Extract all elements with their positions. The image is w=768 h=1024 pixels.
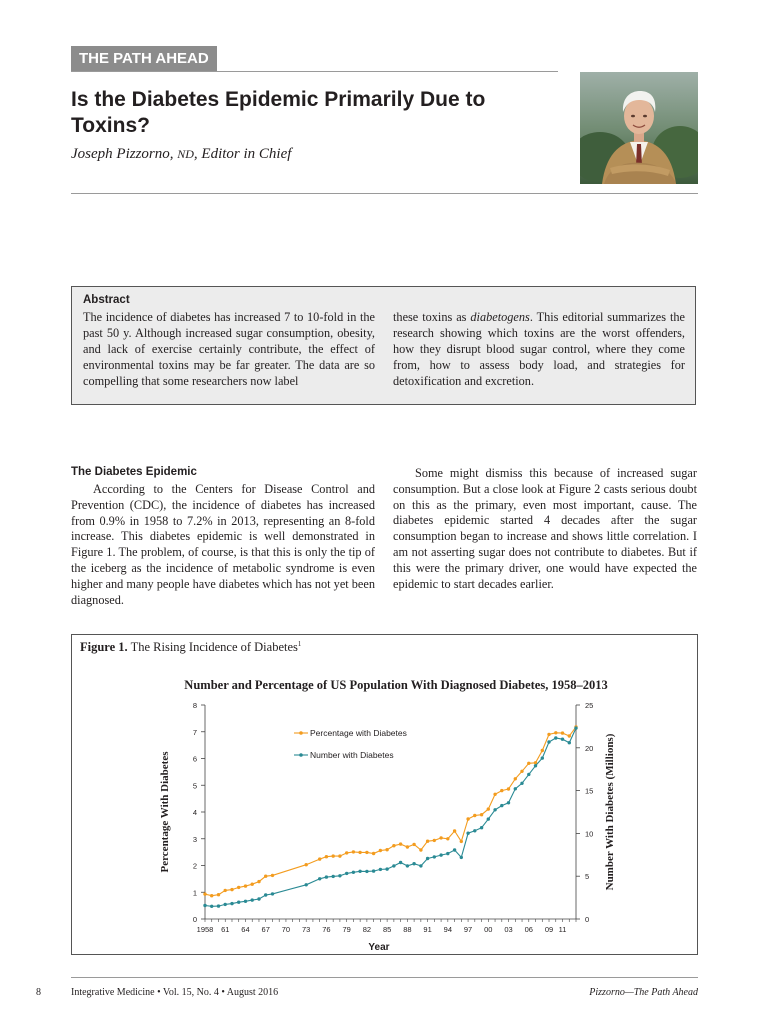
percentage-point [480,813,483,816]
author-degree: ND [177,147,194,161]
number-point [406,864,409,867]
y-right-tick-label: 10 [585,829,594,839]
number-point [264,893,267,896]
number-point [392,864,395,867]
y-left-tick-label: 8 [192,701,197,710]
percentage-point [203,892,206,895]
top-divider [71,71,558,72]
abstract-text-col2 [393,309,685,389]
x-tick-label: 82 [362,925,372,934]
x-tick-label: 79 [342,925,351,934]
percentage-point [325,855,328,858]
author-name: Joseph Pizzorno, [71,146,178,162]
figure-label: Figure 1. [80,640,128,655]
percentage-point [392,844,395,847]
number-point [352,871,355,874]
number-point [473,829,476,832]
percentage-point [412,843,415,846]
percentage-point [264,875,267,878]
legend-marker [299,731,303,735]
running-head: Pizzorno—The Path Ahead [589,987,698,998]
journal-info: Integrative Medicine • Vol. 15, No. 4 • August 2016 [71,987,279,998]
section-tag: THE PATH AHEAD [71,46,217,71]
x-tick-label: 09 [544,925,554,934]
page-number: 8 [36,987,41,998]
percentage-point [453,829,456,832]
percentage-point [406,845,409,848]
author-photo [580,72,698,184]
footer-divider [71,977,698,978]
y-left-tick-label: 6 [192,754,197,764]
header-divider [71,193,698,194]
x-tick-label: 97 [463,925,473,934]
x-tick-label: 00 [484,925,493,934]
percentage-point [466,817,469,820]
y-right-tick-label: 20 [585,743,594,753]
percentage-point [224,889,227,892]
number-point [338,874,341,877]
y-left-tick-label: 0 [192,915,197,924]
number-point [305,883,308,886]
percentage-point [561,731,564,734]
number-point [257,897,260,900]
abstract-heading: Abstract [83,294,130,306]
percentage-point [493,793,496,796]
number-point [271,892,274,895]
percentage-point [365,851,368,854]
diabetes-chart [72,660,697,954]
number-point [399,861,402,864]
percentage-point [257,880,260,883]
percentage-point [345,851,348,854]
number-point [379,868,382,871]
number-point [487,817,490,820]
number-point [224,903,227,906]
percentage-point [237,886,240,889]
number-point [446,852,449,855]
percentage-point [547,733,550,736]
article-title: Is the Diabetes Epidemic Primarily Due to Toxins? [71,88,486,137]
x-tick-label: 76 [322,925,331,934]
number-point [514,787,517,790]
y-axis-right-label: Number With Diabetes (Millions) [604,733,616,891]
x-tick-label: 03 [504,925,513,934]
percentage-point [217,893,220,896]
x-tick-label: 70 [281,925,291,934]
percentage-point [352,850,355,853]
number-point [480,826,483,829]
percentage-point [554,731,557,734]
percentage-point [271,874,274,877]
number-point [210,905,213,908]
number-point [534,764,537,767]
percentage-point [372,852,375,855]
number-point [325,875,328,878]
figure-caption [80,640,301,655]
number-point [439,853,442,856]
section-heading: The Diabetes Epidemic [71,466,197,478]
x-tick-label: 91 [423,925,432,934]
percentage-point [399,842,402,845]
percentage-point [568,734,571,737]
number-point [433,855,436,858]
number-point [203,904,206,907]
number-point [345,872,348,875]
percentage-point [433,839,436,842]
percentage-point [473,814,476,817]
y-left-tick-label: 1 [192,888,197,898]
abstract-col2-emphasis: diabetogens [470,310,530,324]
figure-reference: 1 [297,640,302,648]
percentage-point [338,854,341,857]
number-point [554,736,557,739]
author-role: , Editor in Chief [193,146,292,162]
x-tick-label: 85 [382,925,392,934]
x-tick-label: 1958 [196,925,214,934]
number-point [574,726,577,729]
percentage-point [305,863,308,866]
number-point [541,756,544,759]
number-point [527,773,530,776]
number-point [507,801,510,804]
number-point [419,864,422,867]
percentage-point [520,770,523,773]
percentage-point [507,787,510,790]
number-point [493,808,496,811]
number-point [568,741,571,744]
y-left-tick-label: 7 [192,727,197,737]
x-tick-label: 88 [403,925,412,934]
percentage-point [210,894,213,897]
number-point [460,856,463,859]
legend-label: Number with Diabetes [310,750,394,760]
number-point [520,782,523,785]
percentage-point [244,884,247,887]
y-right-tick-label: 15 [585,786,594,796]
number-point [358,870,361,873]
percentage-point [500,789,503,792]
number-point [365,870,368,873]
percentage-point [318,857,321,860]
y-left-tick-label: 2 [192,861,197,871]
number-point [372,869,375,872]
number-point [561,738,564,741]
number-point [385,867,388,870]
legend-label: Percentage with Diabetes [310,728,407,738]
abstract-col2-pre: these toxins as [393,310,471,324]
abstract-col2-post: . This editorial summarizes the research showing which toxins are the worst offenders, how they disrupt blood sugar control, where they come from, how to assess body load, and strategies for detoxification and excretion. [393,310,685,388]
body-paragraph-2: Some might dismiss this because of increased sugar consumption. But a close look at Figure 2 casts serious doubt on this as the primary, even most important, cause. The diabetes epidemic started 4 decades after the sugar consumption began to increase and shows little correlation. I am not asserting sugar does not contribute to diabetes. But if this were the primary driver, one would have expected the epidemic to start decades earlier. [393,466,697,591]
number-point [547,740,550,743]
chart-title: Number and Percentage of US Population With Diagnosed Diabetes, 1958–2013 [184,678,608,692]
number-point [251,898,254,901]
percentage-point [358,851,361,854]
x-tick-label: 94 [443,925,453,934]
number-point [217,904,220,907]
legend-marker [299,753,303,757]
y-left-tick-label: 5 [192,781,197,791]
y-right-tick-label: 5 [585,872,590,882]
y-left-tick-label: 3 [192,834,197,844]
percentage-point [251,883,254,886]
x-axis-label: Year [368,942,390,953]
x-tick-label: 64 [241,925,250,934]
y-left-tick-label: 4 [192,808,197,817]
y-right-tick-label: 25 [585,701,594,710]
number-point [500,804,503,807]
percentage-point [379,849,382,852]
percentage-point [332,854,335,857]
percentage-point [446,837,449,840]
body-paragraph-1: According to the Centers for Disease Control and Prevention (CDC), the incidence of diabetes has increased from 0.9% in 1958 to 7.2% in 2013, representing an 8-fold increase. This diabetes epidemic is well demonstrated in Figure 1. The problem, of course, is that this is only the tip of the iceberg as the incidence of metabolic syndrome is even higher and many people have diabetes which has not yet been diagnosed. [71,482,375,607]
x-tick-label: 06 [524,925,533,934]
abstract-text-col1: The incidence of diabetes has increased 7 to 10-fold in the past 50 y. Although increased sugar consumption, obesity, and lack of exercise certainly contribute, the effect of environmental toxins may be far greater. The data are so compelling that some researchers now label [83,310,375,388]
percentage-point [439,836,442,839]
percentage-point [541,749,544,752]
percentage-point [426,840,429,843]
percentage-point [460,840,463,843]
number-point [332,875,335,878]
percentage-point [385,848,388,851]
percentage-point [230,888,233,891]
number-point [466,832,469,835]
percentage-point [419,848,422,851]
figure-caption-text: The Rising Incidence of Diabetes [127,640,298,655]
x-tick-label: 73 [302,925,311,934]
x-tick-label: 61 [221,925,230,934]
number-point [237,901,240,904]
percentage-point [527,762,530,765]
number-point [318,877,321,880]
number-point [453,848,456,851]
y-right-tick-label: 0 [585,915,590,924]
number-point [426,857,429,860]
number-point [244,900,247,903]
number-point [412,862,415,865]
number-point [230,902,233,905]
x-tick-label: 11 [558,925,567,934]
x-tick-label: 67 [261,925,270,934]
percentage-point [514,777,517,780]
y-axis-left-label: Percentage With Diabetes [159,751,171,873]
percentage-point [487,807,490,810]
author-line [71,146,291,163]
